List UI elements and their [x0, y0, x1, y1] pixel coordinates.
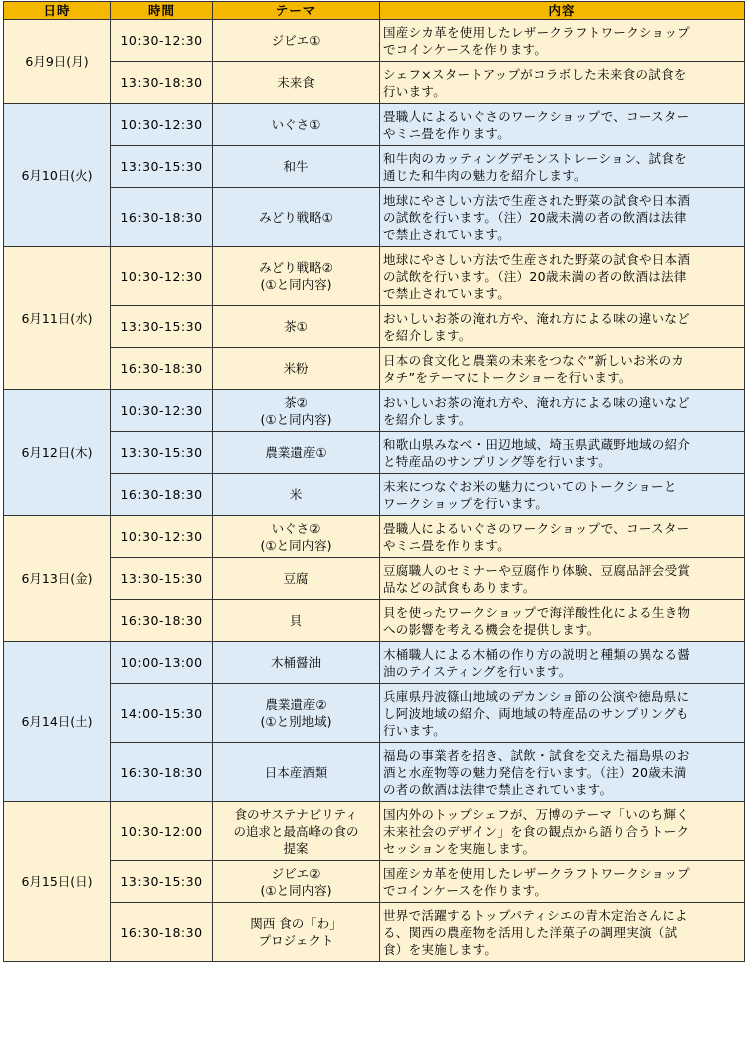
header-datetime: 日時: [4, 2, 111, 20]
theme-cell: [213, 684, 380, 743]
theme-line: (①と同内容): [260, 537, 332, 553]
content-line: を紹介します。: [383, 327, 472, 343]
theme-line: 米粉: [283, 361, 309, 376]
content-cell: [380, 247, 745, 306]
theme-line: 米: [289, 487, 303, 502]
schedule-row: [4, 104, 745, 146]
content-cell: [380, 802, 745, 861]
schedule-row: [4, 247, 745, 306]
schedule-row: [4, 474, 745, 516]
content-line: でコインケースを作ります。: [383, 41, 548, 57]
content-cell: [380, 684, 745, 743]
theme-cell: [213, 600, 380, 642]
content-line: 通じた和牛肉の魅力を紹介します。: [383, 167, 587, 183]
content-line: 未来につなぐお米の魅力についてのトークショーと: [383, 478, 677, 494]
theme-cell: [213, 306, 380, 348]
theme-line: みどり戦略①: [259, 209, 333, 225]
content-line: 畳職人によるいぐさのワークショップで、コースター: [383, 520, 690, 536]
content-cell: [380, 432, 745, 474]
content-line: の試飲を行います。（注）20歳未満の者の飲酒は法律: [383, 209, 687, 225]
schedule-table: [3, 1, 745, 962]
time-cell: 10:30-12:30: [111, 390, 213, 432]
schedule-row: [4, 146, 745, 188]
header-time: 時間: [111, 2, 213, 20]
schedule-row: [4, 20, 745, 62]
theme-cell: [213, 432, 380, 474]
content-line: おいしいお茶の淹れ方や、淹れ方による味の違いなど: [383, 310, 690, 326]
schedule-row: [4, 516, 745, 558]
theme-line: 木桶醤油: [270, 655, 321, 670]
content-line: 酒と水産物等の魅力発信を行います。（注）20歳未満: [383, 764, 687, 780]
content-cell: [380, 188, 745, 247]
content-cell: [380, 390, 745, 432]
theme-line: 農業遺産②: [265, 697, 327, 712]
theme-line: 未来食: [277, 75, 315, 90]
content-line: シェフ×スタートアップがコラボした未来食の試食を: [383, 66, 687, 82]
time-cell: 10:00-13:00: [111, 642, 213, 684]
schedule-row: [4, 903, 745, 962]
theme-line: ジビエ②: [271, 865, 321, 881]
theme-cell: [213, 20, 380, 62]
content-line: 油のテイスティングを行います。: [383, 663, 572, 679]
content-line: る、関西の農産物を活用した洋菓子の調理実演（試: [383, 924, 678, 940]
schedule-row: [4, 306, 745, 348]
schedule-row: [4, 642, 745, 684]
content-line: 行います。: [383, 83, 447, 99]
time-cell: 14:00-15:30: [111, 684, 213, 743]
content-line: 和牛肉のカッティングデモンストレーション、試食を: [383, 150, 687, 166]
theme-line: 茶①: [284, 319, 308, 334]
content-line: 行います。: [383, 722, 447, 738]
content-cell: [380, 62, 745, 104]
content-cell: [380, 348, 745, 390]
date-cell: 6月13日(金): [4, 516, 111, 642]
header-row: [4, 2, 745, 20]
schedule-body: [4, 20, 745, 962]
schedule-row: [4, 558, 745, 600]
time-cell: 16:30-18:30: [111, 474, 213, 516]
content-line: 木桶職人による木桶の作り方の説明と種類の異なる醤: [383, 646, 691, 662]
schedule-row: [4, 390, 745, 432]
time-cell: 13:30-15:30: [111, 306, 213, 348]
theme-cell: [213, 802, 380, 861]
content-line: で禁止されています。: [383, 285, 511, 301]
content-line: 地球にやさしい方法で生産された野菜の試食や日本酒: [383, 251, 691, 267]
content-line: し阿波地域の紹介、両地域の特産品のサンプリングも: [383, 705, 689, 721]
theme-line: 食のサステナビリティ: [234, 806, 358, 822]
theme-cell: [213, 642, 380, 684]
content-cell: [380, 642, 745, 684]
theme-line: (①と同内容): [260, 882, 332, 898]
theme-line: 農業遺産①: [265, 445, 327, 460]
theme-line: 豆腐: [283, 571, 309, 586]
content-line: でコインケースを作ります。: [383, 882, 548, 898]
schedule-row: [4, 348, 745, 390]
time-cell: 16:30-18:30: [111, 903, 213, 962]
content-line: 畳職人によるいぐさのワークショップで、コースター: [383, 108, 690, 124]
theme-cell: [213, 62, 380, 104]
theme-line: 関西 食の「わ」: [250, 916, 342, 931]
content-line: 国内外のトップシェフが、万博のテーマ「いのち輝く: [383, 806, 690, 822]
time-cell: 10:30-12:30: [111, 104, 213, 146]
content-cell: [380, 474, 745, 516]
theme-line: の追求と最高峰の食の: [233, 823, 359, 839]
content-line: 品などの試食もあります。: [383, 579, 536, 595]
theme-line: いぐさ①: [271, 117, 321, 132]
theme-line: (①と同内容): [260, 277, 332, 292]
theme-line: いぐさ②: [271, 520, 321, 536]
content-line: 兵庫県丹波篠山地域のデカンショ節の公演や徳島県に: [383, 688, 690, 704]
schedule-row: [4, 62, 745, 104]
content-line: 地球にやさしい方法で生産された野菜の試食や日本酒: [383, 192, 691, 208]
content-line: 国産シカ革を使用したレザークラフトワークショップ: [383, 865, 690, 881]
theme-cell: [213, 188, 380, 247]
schedule-row: [4, 188, 745, 247]
content-line: タチ”をテーマにトークショーを行います。: [383, 369, 632, 385]
theme-cell: [213, 348, 380, 390]
theme-line: 茶②: [284, 394, 308, 410]
theme-cell: [213, 390, 380, 432]
time-cell: 16:30-18:30: [111, 188, 213, 247]
time-cell: 10:30-12:30: [111, 247, 213, 306]
content-line: おいしいお茶の淹れ方や、淹れ方による味の違いなど: [383, 394, 690, 410]
schedule-row: [4, 861, 745, 903]
time-cell: 16:30-18:30: [111, 600, 213, 642]
time-cell: 16:30-18:30: [111, 743, 213, 802]
content-line: セッションを実施します。: [383, 840, 536, 856]
date-cell: 6月9日(月): [4, 20, 111, 104]
content-line: 福島の事業者を招き、試飲・試食を交えた福島県のお: [383, 747, 690, 763]
content-line: と特産品のサンプリング等を行います。: [383, 453, 612, 469]
theme-line: 提案: [283, 840, 309, 856]
theme-cell: [213, 146, 380, 188]
content-line: 日本の食文化と農業の未来をつなぐ”新しいお米のカ: [383, 352, 685, 368]
date-cell: 6月15日(日): [4, 802, 111, 962]
content-line: の試飲を行います。（注）20歳未満の者の飲酒は法律: [383, 268, 687, 284]
content-line: の者の飲酒は法律で禁止されています。: [383, 781, 613, 797]
theme-cell: [213, 474, 380, 516]
content-line: 未来社会のデザイン」を食の観点から語り合うトーク: [383, 823, 690, 839]
theme-line: ジビエ①: [271, 33, 321, 48]
content-cell: [380, 146, 745, 188]
time-cell: 13:30-18:30: [111, 62, 213, 104]
theme-cell: [213, 104, 380, 146]
theme-cell: [213, 743, 380, 802]
theme-line: (①と同内容): [260, 411, 332, 427]
content-cell: [380, 306, 745, 348]
content-line: への影響を考える機会を提供します。: [383, 621, 600, 637]
theme-line: (①と別地域): [260, 714, 332, 729]
schedule-row: [4, 684, 745, 743]
theme-line: みどり戦略②: [259, 260, 333, 275]
schedule-row: [4, 600, 745, 642]
time-cell: 13:30-15:30: [111, 861, 213, 903]
schedule-row: [4, 802, 745, 861]
content-line: やミニ畳を作ります。: [383, 125, 511, 141]
time-cell: 10:30-12:30: [111, 20, 213, 62]
content-cell: [380, 743, 745, 802]
content-line: 食）を実施します。: [383, 941, 498, 957]
date-cell: 6月14日(土): [4, 642, 111, 802]
content-line: 和歌山県みなべ・田辺地域、埼玉県武蔵野地域の紹介: [383, 436, 691, 452]
time-cell: 10:30-12:30: [111, 516, 213, 558]
content-line: ワークショップを行います。: [383, 495, 549, 511]
content-cell: [380, 516, 745, 558]
content-line: 国産シカ革を使用したレザークラフトワークショップ: [383, 24, 690, 40]
theme-line: 貝: [289, 613, 303, 628]
header-content: 内容: [380, 2, 745, 20]
content-cell: [380, 20, 745, 62]
time-cell: 13:30-15:30: [111, 146, 213, 188]
content-cell: [380, 558, 745, 600]
date-cell: 6月11日(水): [4, 247, 111, 390]
theme-line: 日本産酒類: [264, 764, 328, 780]
content-cell: [380, 861, 745, 903]
date-cell: 6月12日(木): [4, 390, 111, 516]
schedule-row: [4, 743, 745, 802]
theme-cell: [213, 903, 380, 962]
theme-line: プロジェクト: [258, 933, 334, 948]
time-cell: 13:30-15:30: [111, 558, 213, 600]
theme-line: 和牛: [283, 159, 309, 174]
content-line: 世界で活躍するトップパティシエの青木定治さんによ: [383, 907, 688, 923]
content-line: 豆腐職人のセミナーや豆腐作り体験、豆腐品評会受賞: [383, 562, 691, 578]
time-cell: 10:30-12:00: [111, 802, 213, 861]
theme-cell: [213, 558, 380, 600]
time-cell: 13:30-15:30: [111, 432, 213, 474]
content-cell: [380, 104, 745, 146]
content-line: 貝を使ったワークショップで海洋酸性化による生き物: [383, 604, 691, 620]
theme-cell: [213, 516, 380, 558]
content-line: で禁止されています。: [383, 226, 511, 242]
time-cell: 16:30-18:30: [111, 348, 213, 390]
content-line: を紹介します。: [383, 411, 472, 427]
content-line: やミニ畳を作ります。: [383, 537, 511, 553]
date-cell: 6月10日(火): [4, 104, 111, 247]
content-cell: [380, 600, 745, 642]
content-cell: [380, 903, 745, 962]
schedule-row: [4, 432, 745, 474]
theme-cell: [213, 861, 380, 903]
header-theme: テーマ: [213, 2, 380, 20]
theme-cell: [213, 247, 380, 306]
